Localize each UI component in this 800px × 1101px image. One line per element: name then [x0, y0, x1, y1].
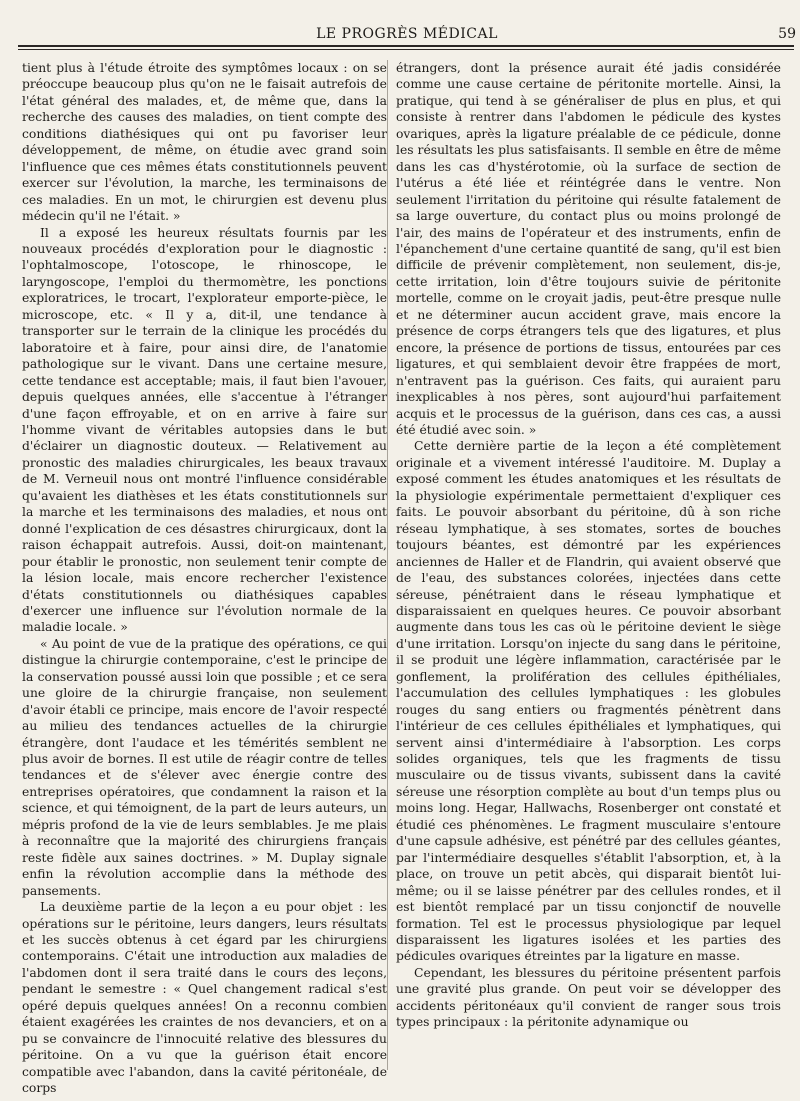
header-rule-thin [18, 49, 794, 50]
right-paragraph-2: Cette dernière partie de la leçon a été complètement originale et a vivement intéressé l'auditoire. M. Duplay a exposé comment les études anatomiques et les résultats de la physiologie expérimentale permettaient d'expliquer ces faits. Le pouvoir absorbant du péritoine, dû à son riche réseau lymphatique, à ses stomates, sortes de bouches toujours béantes, est démontré par les expériences anciennes de Haller et de Flandrin, qui avaient observé que de l'eau, des substances colorées, injectées dans cette séreuse, pénétraient dans le réseau lymphatique et disparaissaient en quelques heures. Ce pouvoir absorbant augmente dans tous les cas où le péritoine devient le siège d'une irritation. Lorsqu'on injecte du sang dans le péritoine, il se produit une légère inflammation, caractérisée par le gonflement, la prolifération des cellules épithéliales, l'accumulation des cellules lymphatiques : les globules rouges du sang entiers ou fragmentés pénètrent dans l'intérieur de ces cellules épithéliales et lymphatiques, qui servent ainsi d'intermédiaire à l'absorption. Les corps solides organiques, tels que les fragments de tissu musculaire ou de tissus vivants, subissent dans la cavité séreuse une résorption complète au bout d'un temps plus ou moins long. Hegar, Hallwachs, Rosenberger ont constaté et étudié ces phénomènes. Le fragment musculaire s'entoure d'une capsule adhésive, est pénétré par des cellules géantes, par l'intermédiaire desquelles s'établit l'absorption, et, à la place, on trouve un petit abcès, qui disparait bientôt lui-même; ou il se laisse pénétrer par des cellules rondes, et il est bientôt remplacé par un tissu conjonctif de nouvelle formation. Tel est le processus physiologique par lequel disparaissent les ligatures isolées et les parties des pédicules ovariques étreintes par la ligature en masse. [396, 439, 781, 964]
left-paragraph-4: La deuxième partie de la leçon a eu pour objet : les opérations sur le péritoine, leurs dangers, leurs résultats et les succès obtenus à cet égard par les chirurgiens contemporains. C'était une introduction aux maladies de l'abdomen dont il sera traité dans le cours des leçons, pendant le semestre : « Quel changement radical s'est opéré depuis quelques années! On a reconnu combien étaient exagérées les craintes de nos devanciers, et on a pu se convaincre de l'innocuité relative des blessures du péritoine. On a vu que la guérison était encore compatible avec l'abandon, dans la cavité péritonéale, de corps [22, 900, 387, 1096]
header-rule-thick [18, 45, 794, 47]
left-column [22, 60, 387, 1097]
right-column [396, 60, 781, 1031]
column-divider [387, 60, 388, 1070]
right-paragraph-1: étrangers, dont la présence aurait été jadis considérée comme une cause certaine de péritonite mortelle. Ainsi, la pratique, qui tend à se généraliser de plus en plus, et qui consiste à rentrer dans l'abdomen le pédicule des kystes ovariques, après la ligature préalable de ce pédicule, donne les résultats les plus satisfaisants. Il semble en être de même dans les cas d'hystérotomie, où la surface de section de l'utérus a été liée et réintégrée dans le ventre. Non seulement l'irritation du péritoine qui résulte fatalement de sa large ouverture, du contact plus ou moins prolongé de l'air, des mains de l'opérateur et des instruments, enfin de l'épanchement d'une certaine quantité de sang, qu'il est bien difficile de prévenir complètement, non seulement, dis-je, cette irritation, loin d'être toujours suivie de péritonite mortelle, comme on le croyait jadis, peut-être presque nulle et ne déterminer aucun accident grave, mais encore la présence de corps étrangers tels que des ligatures, et plus encore, la présence de portions de tissus, entourées par ces ligatures, et qui semblaient devoir être frappées de mort, n'entravent pas la guérison. Ces faits, qui auraient paru inexplicables à nos pères, sont aujourd'hui parfaitement acquis et le processus de la guérison, dans ces cas, a aussi été étudié avec soin. » [396, 61, 781, 437]
running-title: LE PROGRÈS MÉDICAL [316, 26, 498, 42]
page-header [18, 20, 796, 44]
page-number: 59 [778, 26, 796, 42]
left-paragraph-1: tient plus à l'étude étroite des symptômes locaux : on se préoccupe beaucoup plus qu'on ne le faisait autrefois de l'état général des malades, et, de même que, dans la recherche des causes des maladies, on tient compte des conditions diathésiques qui ont pu favoriser leur développement, de même, on étudie avec grand soin l'influence que ces mêmes états constitutionnels peuvent exercer sur l'évolution, la marche, les terminaisons de ces maladies. En un mot, le chirurgien est devenu plus médecin qu'il ne l'était. » [22, 61, 387, 224]
left-paragraph-2: Il a exposé les heureux résultats fournis par les nouveaux procédés d'exploration pour le diagnostic : l'ophtalmoscope, l'otoscope, le rhinoscope, le laryngoscope, l'emploi du thermomètre, les ponctions exploratrices, le trocart, l'explorateur emporte-pièce, le microscope, etc. « Il y a, dit-il, une tendance à transporter sur le terrain de la clinique les procédés du laboratoire et à faire, pour ainsi dire, de l'anatomie pathologique sur le vivant. Dans une certaine mesure, cette tendance est acceptable; mais, il faut bien l'avouer, depuis quelques années, elle s'accentue à l'étranger d'une façon effroyable, et on en arrive à faire sur l'homme vivant de véritables autopsies dans le but d'éclairer un diagnostic douteux. — Relativement au pronostic des maladies chirurgicales, les beaux travaux de M. Verneuil nous ont montré l'influence considérable qu'avaient les diathèses et les états constitutionnels sur la marche et les terminaisons des maladies, et nous ont donné l'explication de ces désastres chirurgicaux, dont la raison échappait autrefois. Aussi, doit-on maintenant, pour établir le pronostic, non seulement tenir compte de la lésion locale, mais encore rechercher l'existence d'états constitutionnels ou diathésiques capables d'exercer une influence sur l'évolution normale de la maladie locale. » [22, 225, 387, 635]
left-paragraph-3: « Au point de vue de la pratique des opérations, ce qui distingue la chirurgie contemporaine, c'est le principe de la conservation poussé aussi loin que possible ; et ce sera une gloire de la chirurgie française, non seulement d'avoir établi ce principe, mais encore de l'avoir respecté au milieu des tendances actuelles de la chirurgie étrangère, dont l'audace et les témérités semblent ne plus avoir de bornes. Il est utile de réagir contre de telles tendances et de s'élever avec énergie contre des entreprises opératoires, que condamnent la raison et la science, et qui témoignent, de la part de leurs auteurs, un mépris profond de la vie de leurs semblables. Je me plais à reconnaître que la majorité des chirurgiens français reste fidèle aux saines doctrines. » M. Duplay signale enfin la révolution accomplie dans la méthode des pansements. [22, 636, 387, 898]
right-paragraph-3: Cependant, les blessures du péritoine présentent parfois une gravité plus grande. On peut voir se développer des accidents péritonéaux qu'il convient de ranger sous trois types principaux : la péritonite adynamique ou [396, 965, 781, 1030]
